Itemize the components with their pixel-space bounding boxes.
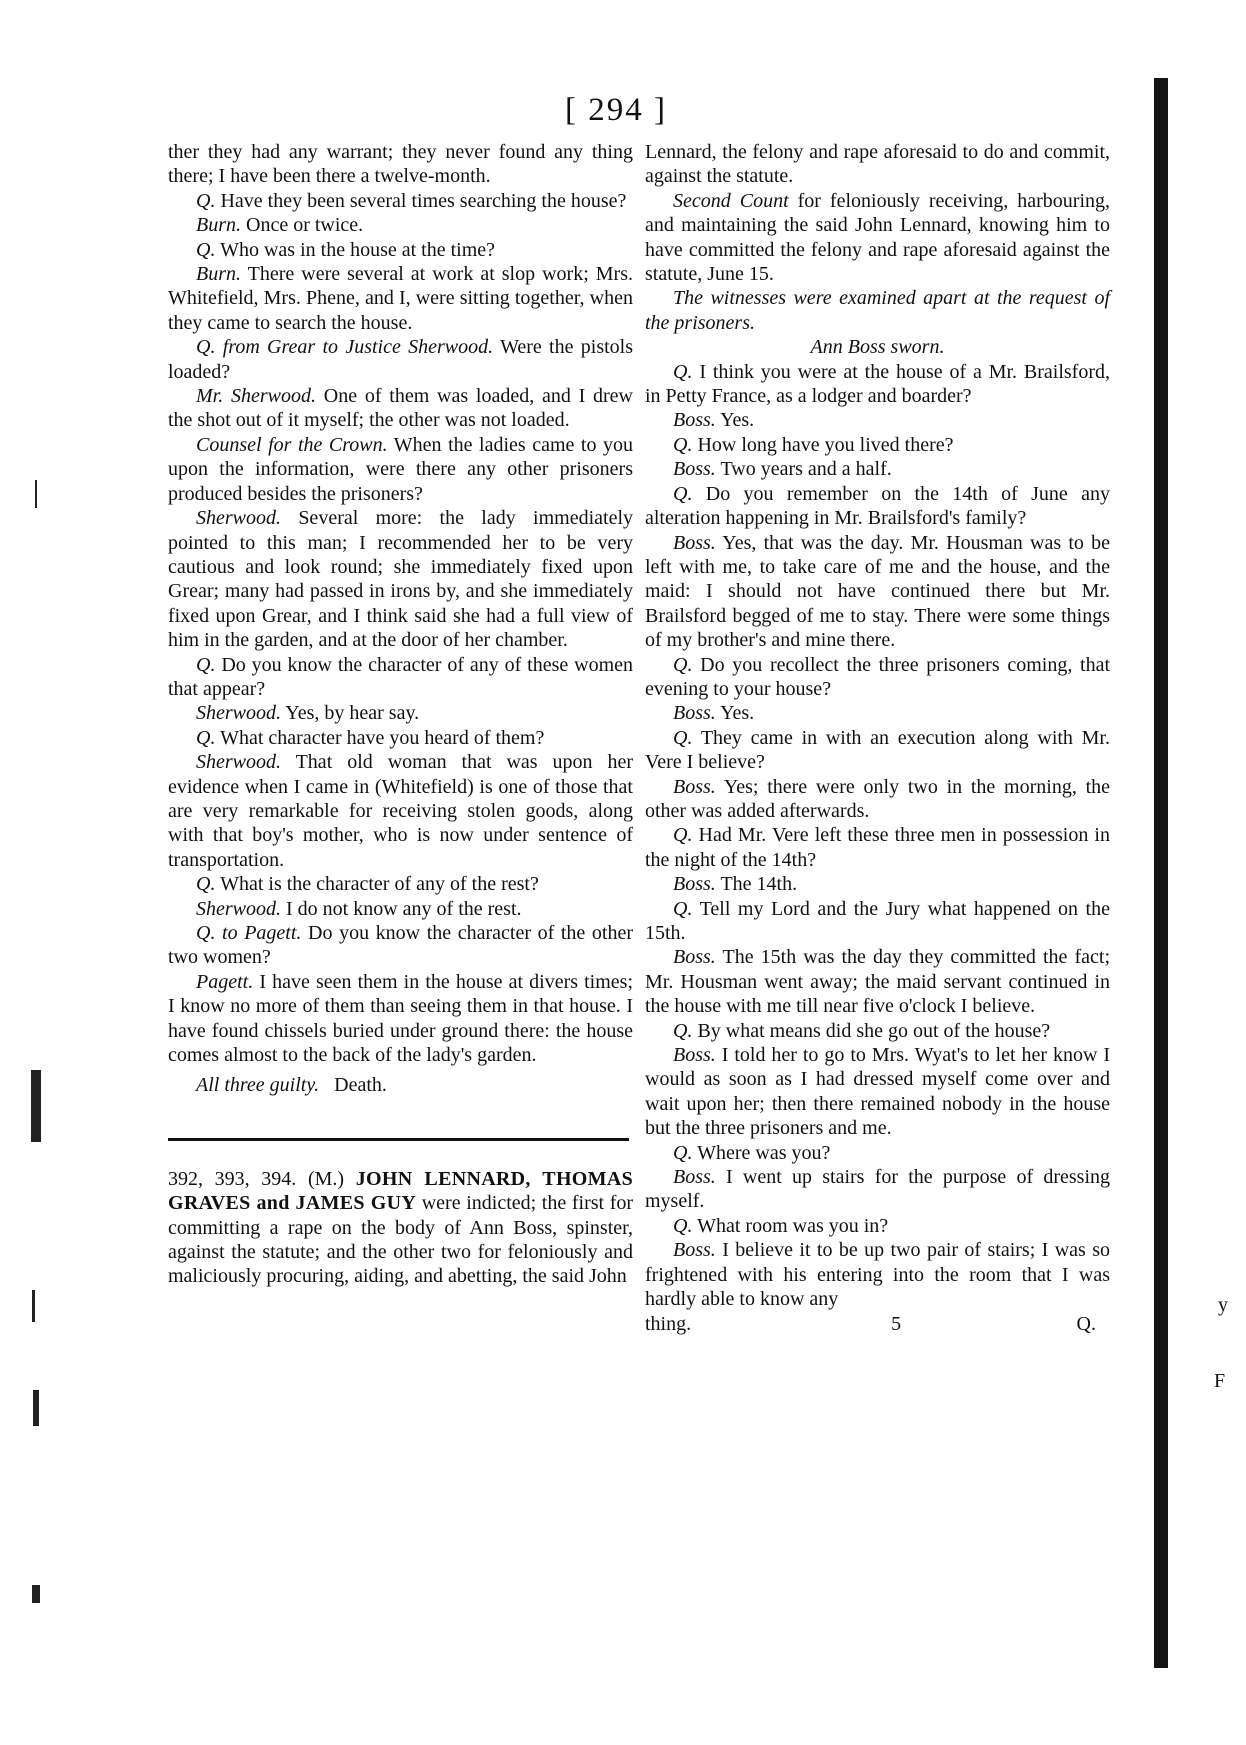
left-column [168, 140, 633, 1289]
margin-mark [32, 1290, 35, 1322]
sentence: Death. [334, 1074, 387, 1097]
right-paragraph: Boss. Two years and a half. [673, 458, 892, 481]
margin-mark [31, 1070, 41, 1142]
case-text: were indicted; the first for committing a rape on the body of Ann Boss, spinster, against the statute; and the other two for feloniously and maliciously procuring, aiding, and abetting, the said John [168, 1192, 634, 1288]
scan-edge-bar [1154, 78, 1168, 1668]
verdict-line [168, 1073, 633, 1097]
left-paragraph: Q. Have they been several times searching the house? [196, 189, 627, 212]
left-paragraph: Q. What character have you heard of them? [196, 726, 545, 749]
right-paragraph: Q. They came in with an execution along with Mr. Vere I believe? [645, 726, 1110, 774]
last-word: thing. [645, 1312, 692, 1335]
catchword: Q. [1076, 1312, 1096, 1335]
left-paragraph: Q. What is the character of any of the rest? [196, 873, 539, 896]
right-paragraph: Boss. Yes. [673, 702, 755, 725]
left-paragraph: Q. Who was in the house at the time? [196, 238, 496, 261]
margin-mark [32, 1585, 40, 1603]
edge-letter: F [1214, 1370, 1226, 1392]
margin-mark [35, 480, 37, 508]
right-paragraph: Q. Tell my Lord and the Jury what happened on the 15th. [645, 897, 1110, 944]
left-paragraph: ther they had any warrant; they never found any thing there; I have been there a twelve-month. [168, 141, 633, 188]
left-paragraph: Burn. Once or twice. [196, 214, 364, 237]
left-paragraph: Mr. Sherwood. One of them was loaded, and I drew the shot out of it myself; the other was not loaded. [168, 385, 634, 432]
right-paragraph: Q. Where was you? [673, 1141, 831, 1164]
left-paragraph: Sherwood. Several more: the lady immediately pointed to this man; I recommended her to be very cautious and look round; she immediately fixed upon Grear; many had passed in irons by, and she immediately fixed upon Grear, and I think said she had a full view of him in the garden, and at the door of her chamber. [168, 507, 633, 652]
left-paragraph: Q. to Pagett. Do you know the character of the other two women? [168, 922, 634, 969]
right-paragraph: Q. Do you remember on the 14th of June any alteration happening in Mr. Brailsford's family? [645, 482, 1111, 530]
page-foot-line [645, 1312, 1110, 1336]
margin-mark [33, 1390, 39, 1426]
signature-mark: 5 [891, 1312, 902, 1335]
witness-note: The witnesses were examined apart at the request of the prisoners. [645, 287, 1110, 334]
left-paragraph: Sherwood. That old woman that was upon her evidence when I came in (Whitefield) is one of those that are very remarkable for receiving stolen goods, along with that boy's mother, who is now under sentence of transportation. [168, 751, 634, 871]
right-paragraph: Boss. I went up stairs for the purpose of dressing myself. [645, 1166, 1110, 1213]
left-paragraph: Burn. There were several at work at slop work; Mrs. Whitefield, Mrs. Phene, and I, were sitting together, when they came to search the house. [168, 263, 634, 334]
case-numbers: 392, 393, 394. (M.) [168, 1167, 345, 1190]
right-paragraph: Boss. Yes; there were only two in the morning, the other was added afterwards. [645, 775, 1110, 822]
left-paragraph: Sherwood. I do not know any of the rest. [196, 897, 522, 920]
right-paragraph: Boss. Yes, that was the day. Mr. Housman was to be left with me, to take care of me and the house, and the maid: I should not have continued there but Mr. Brailsford begged of me to stay. There were some things of my brother's and mine there. [645, 531, 1110, 652]
right-paragraph: Q. Had Mr. Vere left these three men in possession in the night of the 14th? [645, 824, 1110, 871]
left-paragraph: Q. Do you know the character of any of these women that appear? [168, 653, 634, 700]
verdict: All three guilty. [196, 1074, 320, 1097]
right-paragraph: Boss. I believe it to be up two pair of stairs; I was so frightened with his entering into the room that I was hardly able to know any [645, 1239, 1111, 1311]
right-paragraph: Boss. The 14th. [673, 873, 798, 896]
case-heading [168, 1167, 633, 1289]
edge-letter: y [1218, 1294, 1228, 1316]
right-paragraph: Q. I think you were at the house of a Mr. Brailsford, in Petty France, as a lodger and boarder? [645, 360, 1110, 408]
left-paragraph: Pagett. I have seen them in the house at divers times; I know no more of them than seeing them in that house. I have found chissels buried under ground there: the house comes almost to the back of the lady's garden. [168, 970, 634, 1067]
opening-paragraph: Lennard, the felony and rape aforesaid to do and commit, against the statute. [645, 141, 1110, 188]
left-paragraph: Q. from Grear to Justice Sherwood. Were the pistols loaded? [168, 336, 634, 383]
right-paragraph: Q. By what means did she go out of the house? [673, 1019, 1051, 1042]
right-column [645, 140, 1110, 1336]
right-paragraph: Boss. I told her to go to Mrs. Wyat's to let her know I would as soon as I had dressed myself come over and wait upon her; then there remained nobody in the house but the three prisoners and me. [645, 1044, 1111, 1140]
sworn-heading: Ann Boss sworn. [810, 336, 945, 359]
right-paragraph: Q. How long have you lived there? [673, 433, 954, 456]
right-paragraph: Q. Do you recollect the three prisoners coming, that evening to your house? [645, 653, 1110, 700]
page-number: [ 294 ] [565, 92, 667, 128]
section-divider [168, 1138, 629, 1141]
case-title: JOHN LENNARD, THOMAS GRAVES and JAMES GUY [168, 1167, 634, 1215]
left-paragraph: Sherwood. Yes, by hear say. [196, 702, 420, 725]
left-paragraph: Counsel for the Crown. When the ladies came to you upon the information, were there any other prisoners produced besides the prisoners? [168, 433, 633, 505]
right-paragraph: Q. What room was you in? [673, 1214, 889, 1237]
second-count: Second Count for feloniously receiving, harbouring, and maintaining the said John Lennard, knowing him to have committed the felony and rape aforesaid against the statute, June 15. [645, 189, 1111, 286]
right-paragraph: Boss. Yes. [673, 409, 755, 432]
right-paragraph: Boss. The 15th was the day they committed the fact; Mr. Housman went away; the maid servant continued in the house with me till near five o'clock I believe. [645, 946, 1110, 1018]
